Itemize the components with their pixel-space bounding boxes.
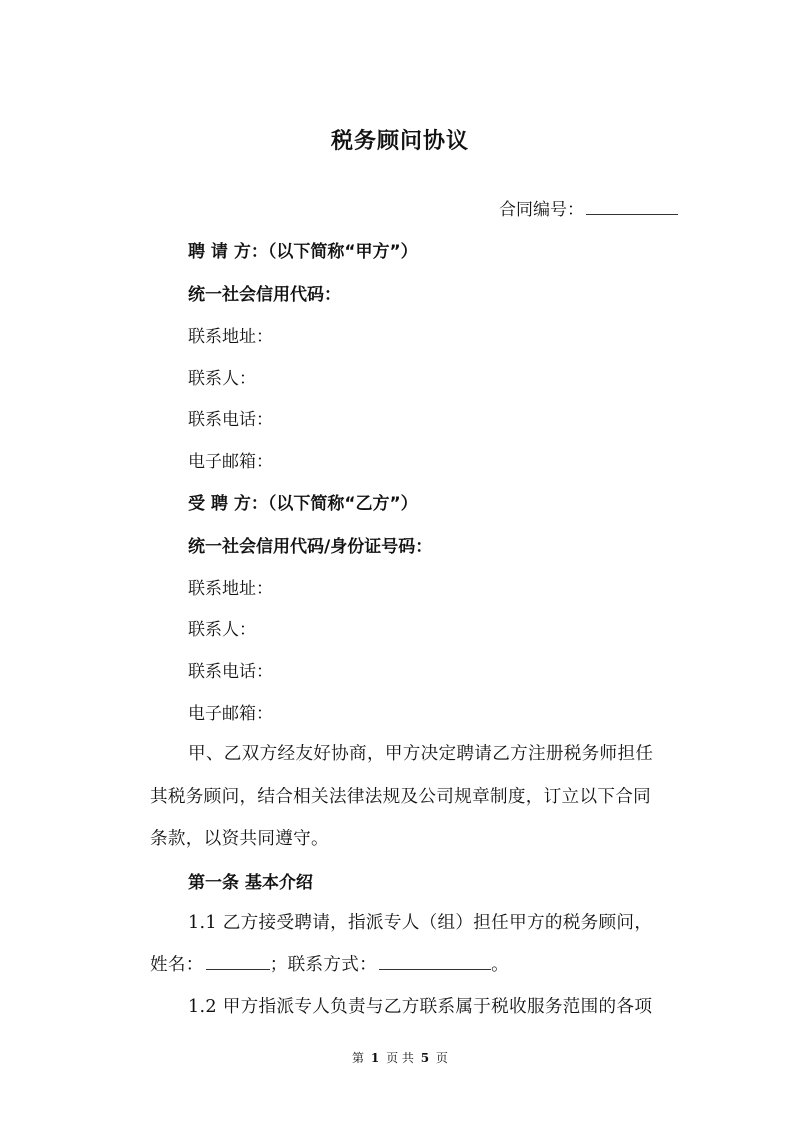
contact-method-label: ；联系方式： bbox=[269, 955, 378, 975]
party-a-phone: 联系电话： bbox=[188, 410, 273, 430]
name-label: 姓名： bbox=[150, 955, 204, 975]
article-1-heading: 第一条 基本介绍 bbox=[188, 873, 313, 893]
party-b-email: 电子邮箱： bbox=[188, 704, 273, 724]
page-footer bbox=[0, 1049, 800, 1066]
party-a-address: 联系地址： bbox=[188, 327, 273, 347]
footer-suffix: 页 bbox=[435, 1051, 448, 1065]
party-b-credit-code: 统一社会信用代码/身份证号码： bbox=[188, 537, 433, 557]
clause-1-1-line-1: 1.1 乙方接受聘请，指派专人（组）担任甲方的税务顾问， bbox=[188, 913, 653, 933]
clause-1-1-line-2 bbox=[150, 951, 509, 976]
party-a-credit-code: 统一社会信用代码： bbox=[188, 285, 341, 305]
party-b-address: 联系地址： bbox=[188, 579, 273, 599]
contract-number-label: 合同编号： bbox=[499, 200, 584, 220]
name-blank bbox=[206, 953, 270, 970]
party-b-contact: 联系人： bbox=[188, 620, 256, 640]
party-a-contact: 联系人： bbox=[188, 369, 256, 389]
party-a-email: 电子邮箱： bbox=[188, 452, 273, 472]
intro-line-3: 条款，以资共同遵守。 bbox=[150, 829, 329, 849]
clause-end-mark: 。 bbox=[491, 955, 509, 975]
footer-total-pages: 5 bbox=[420, 1051, 430, 1065]
document-title: 税务顾问协议 bbox=[330, 129, 469, 154]
party-b-phone: 联系电话： bbox=[188, 662, 273, 682]
contract-number bbox=[499, 195, 678, 220]
party-b-heading: 受 聘 方：（以下简称“乙方”） bbox=[188, 494, 418, 514]
clause-1-2-line-1: 1.2 甲方指派专人负责与乙方联系属于税收服务范围的各项 bbox=[188, 997, 653, 1017]
footer-prefix: 第 bbox=[352, 1051, 365, 1065]
contact-method-blank bbox=[379, 953, 491, 970]
footer-page-number: 1 bbox=[370, 1051, 380, 1065]
intro-line-1: 甲、乙双方经友好协商，甲方决定聘请乙方注册税务师担任 bbox=[188, 744, 654, 764]
intro-line-2: 其税务顾问，结合相关法律法规及公司规章制度，订立以下合同 bbox=[150, 787, 652, 807]
footer-middle: 页 共 bbox=[386, 1051, 414, 1065]
party-a-heading: 聘 请 方：（以下简称“甲方”） bbox=[188, 242, 418, 262]
contract-number-blank bbox=[586, 198, 678, 215]
